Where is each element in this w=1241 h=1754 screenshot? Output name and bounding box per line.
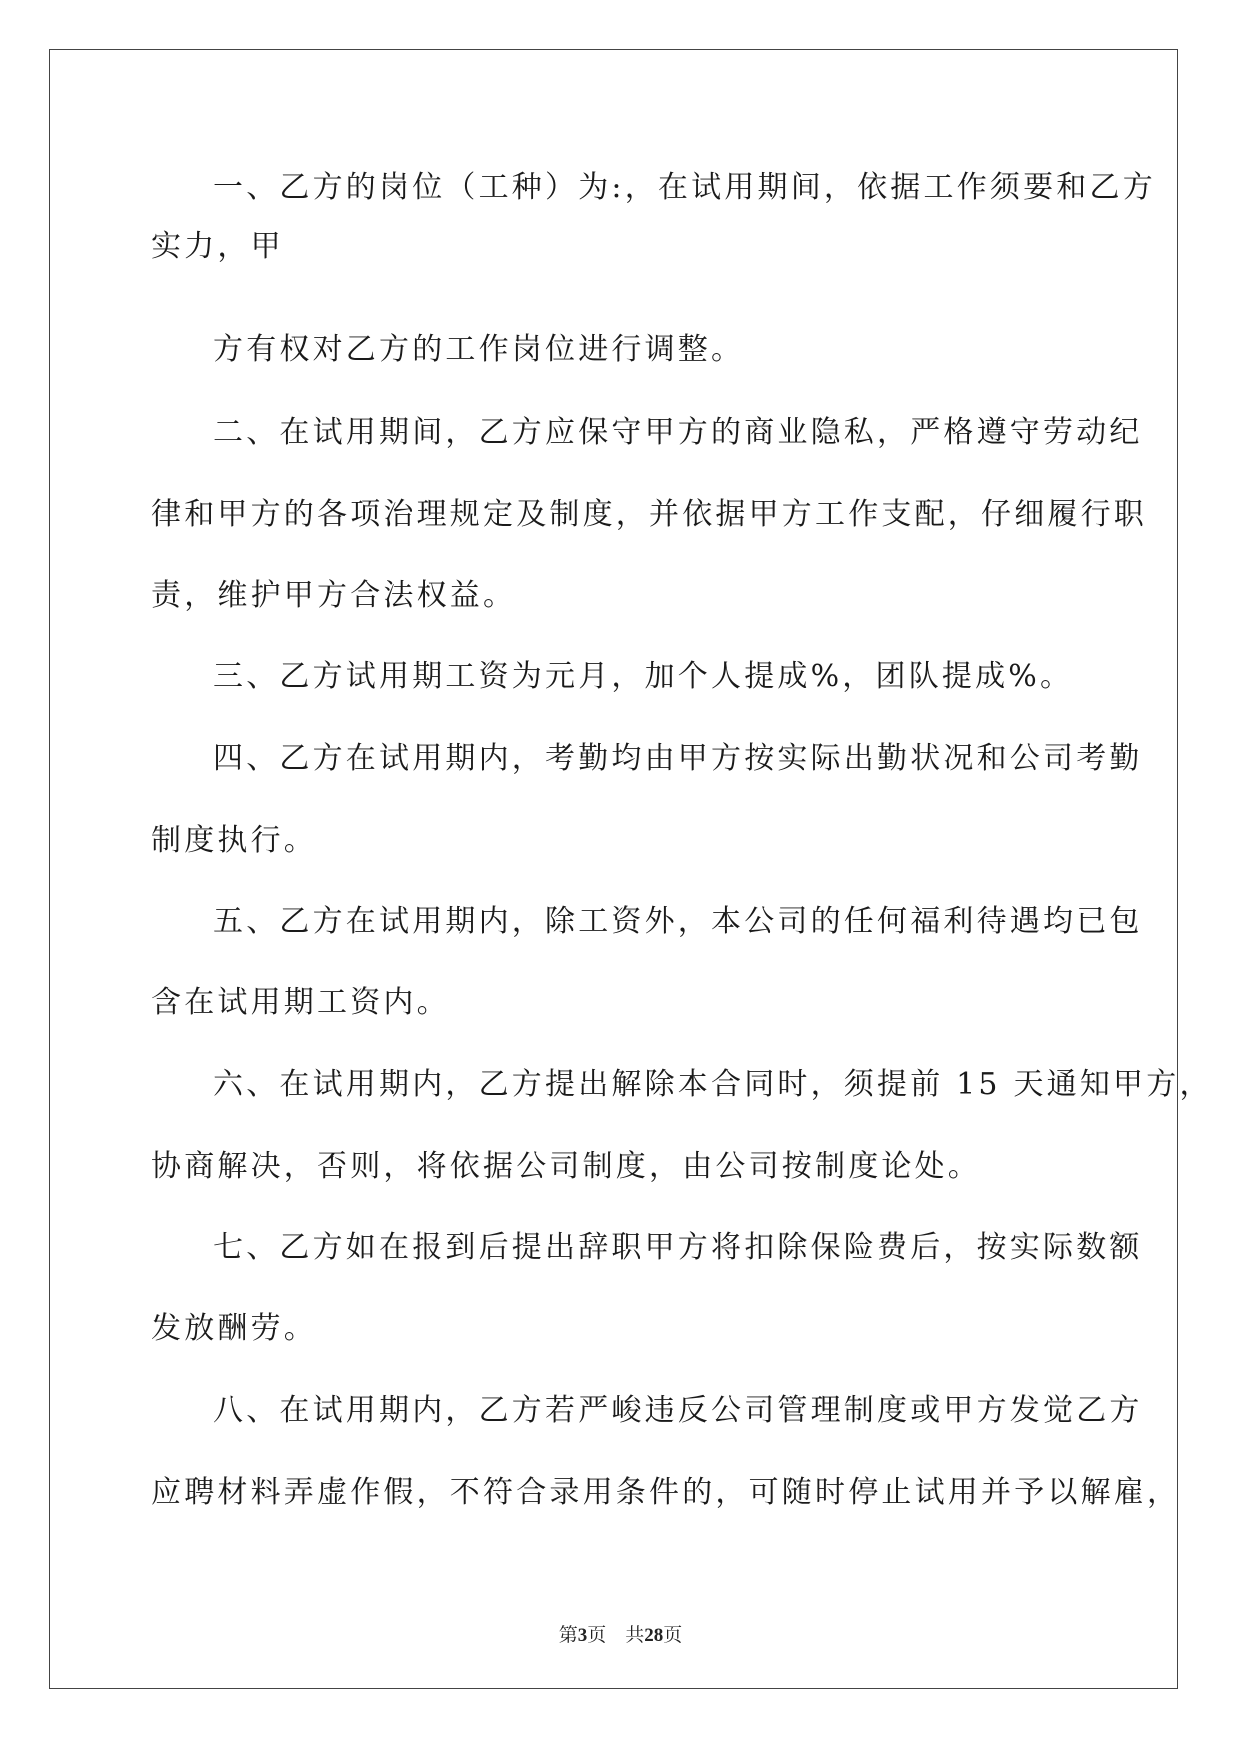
text-line: 应聘材料弄虚作假，不符合录用条件的，可随时停止试用并予以解雇， [151,1475,1181,1510]
text-line: 协商解决，否则，将依据公司制度，由公司按制度论处。 [151,1149,981,1184]
text-line: 一、乙方的岗位（工种）为:，在试用期间，依据工作须要和乙方 [213,170,1156,205]
total-page-count: 28 [644,1625,664,1646]
text-line: 含在试用期工资内。 [151,985,450,1020]
text-line: 四、乙方在试用期内，考勤均由甲方按实际出勤状况和公司考勤 [213,741,1143,776]
footer-mid: 页 共 [587,1625,645,1646]
page-footer [0,1620,1241,1647]
text-line: 二、在试用期间，乙方应保守甲方的商业隐私，严格遵守劳动纪 [213,415,1143,450]
footer-prefix: 第 [558,1625,578,1646]
current-page-number: 3 [577,1625,588,1646]
text-line: 实力，甲 [151,229,284,264]
footer-suffix: 页 [663,1625,683,1646]
text-line: 律和甲方的各项治理规定及制度，并依据甲方工作支配，仔细履行职 [151,497,1147,532]
text-line: 三、乙方试用期工资为元月，加个人提成%，团队提成%。 [213,659,1074,694]
text-line: 七、乙方如在报到后提出辞职甲方将扣除保险费后，按实际数额 [213,1230,1143,1265]
text-line: 五、乙方在试用期内，除工资外，本公司的任何福利待遇均已包 [213,904,1143,939]
text-line: 责，维护甲方合法权益。 [151,578,517,613]
text-line: 六、在试用期内，乙方提出解除本合同时，须提前 15 天通知甲方， [213,1067,1213,1102]
text-line: 制度执行。 [151,823,317,858]
page-border [49,49,1181,1689]
text-line: 方有权对乙方的工作岗位进行调整。 [213,332,745,367]
text-line: 八、在试用期内，乙方若严峻违反公司管理制度或甲方发觉乙方 [213,1393,1143,1428]
text-line: 发放酬劳。 [151,1311,317,1346]
